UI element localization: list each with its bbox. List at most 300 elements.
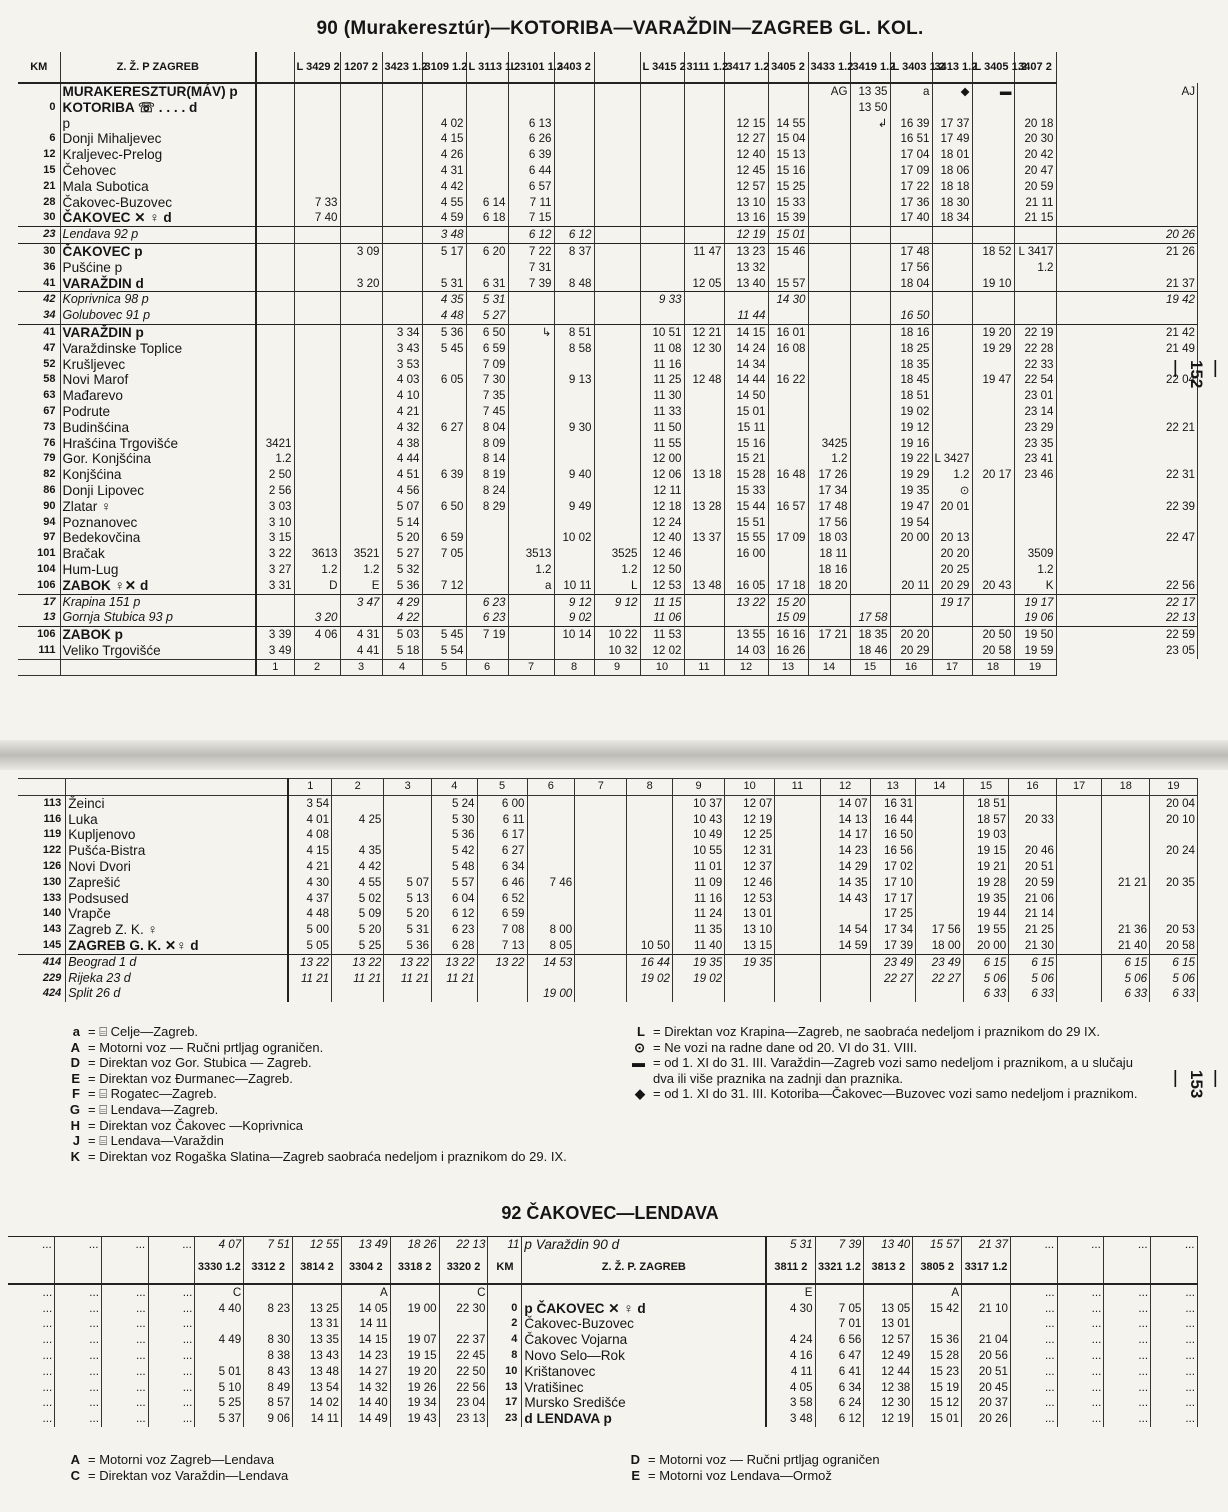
time-cell	[340, 610, 382, 626]
time-cell: 17 26	[808, 467, 850, 483]
column-number: 12	[724, 659, 768, 676]
time-cell: 1.2	[594, 562, 640, 578]
time-cell: 8 04	[466, 420, 508, 436]
time-cell: 20 26	[1056, 227, 1198, 244]
time-cell	[554, 147, 594, 163]
column-header: 3403 2	[554, 52, 594, 83]
time-cell: 14 49	[341, 1411, 390, 1427]
time-cell: 5 05	[288, 938, 331, 954]
time-cell: 13 23	[724, 243, 768, 259]
time-cell: ...	[1010, 1364, 1057, 1380]
footnote-key: ⊙	[634, 1039, 645, 1055]
station-name: Vrapče	[66, 906, 289, 922]
time-cell	[508, 483, 554, 499]
time-cell: 5 17	[422, 243, 466, 259]
time-cell	[768, 260, 808, 276]
time-cell: 17 40	[890, 210, 932, 226]
time-cell: 14 54	[820, 922, 870, 938]
column-number: 19	[1014, 659, 1056, 676]
time-cell: 14 05	[341, 1301, 390, 1317]
footnote-text: = Motorni voz — Ručni prtljag ograničen.	[88, 1039, 324, 1055]
footnotes-left	[40, 1024, 600, 1164]
time-cell: 4 22	[382, 610, 422, 626]
time-cell	[684, 627, 724, 643]
column-number: 14	[808, 659, 850, 676]
time-cell: 5 31	[466, 292, 508, 308]
column-header: 3318 2	[390, 1253, 439, 1284]
time-cell: 6 59	[466, 341, 508, 357]
time-cell: 23 04	[439, 1395, 488, 1411]
time-cell	[1056, 388, 1198, 404]
time-cell: 10 32	[594, 643, 640, 659]
time-cell	[554, 100, 594, 116]
time-cell	[972, 260, 1014, 276]
time-cell: 15 25	[768, 179, 808, 195]
time-cell: 17 09	[890, 163, 932, 179]
time-cell: 2 56	[256, 483, 294, 499]
time-cell: 12 40	[640, 530, 684, 546]
time-cell	[916, 859, 964, 875]
time-cell: ↳	[508, 324, 554, 340]
km-cell: 30	[18, 243, 60, 259]
time-cell: 11 50	[640, 420, 684, 436]
time-cell	[684, 420, 724, 436]
time-cell	[340, 357, 382, 373]
time-cell: 15 16	[768, 163, 808, 179]
time-cell: 5 06	[963, 971, 1008, 987]
time-cell	[340, 499, 382, 515]
time-cell	[466, 83, 508, 100]
time-cell: 14 24	[724, 341, 768, 357]
column-header: 3433 1.2	[808, 52, 850, 83]
time-cell: 14 30	[768, 292, 808, 308]
column-number-row	[18, 659, 1198, 676]
footnote-text: = od 1. XI do 31. III. Kotoriba—Čakovec—Buzovec vozi samo nedeljom i praznikom.	[653, 1086, 1138, 1102]
time-cell: 6 23	[432, 922, 477, 938]
time-cell: C	[195, 1284, 244, 1301]
time-cell: 19 28	[963, 875, 1008, 891]
time-cell: 3421	[256, 436, 294, 452]
time-cell	[775, 922, 820, 938]
footnote-key: L	[637, 1024, 645, 1039]
time-cell: 17 37	[932, 116, 972, 132]
time-cell: 14 59	[820, 938, 870, 954]
station-name: Koprivnica 98 p	[60, 292, 256, 308]
table-row	[18, 83, 1198, 100]
time-cell	[850, 578, 890, 594]
time-cell	[916, 843, 964, 859]
station-name: p Varaždin 90 d	[522, 1237, 766, 1253]
time-cell: 5 42	[432, 843, 477, 859]
footnote-text: = ⌸ Celje—Zagreb.	[88, 1024, 199, 1039]
time-cell: 22 33	[1014, 357, 1056, 373]
time-cell: 10 51	[640, 324, 684, 340]
time-cell: 13 22	[724, 594, 768, 610]
time-cell: 4 21	[382, 404, 422, 420]
time-cell	[554, 292, 594, 308]
time-cell: 19 47	[890, 499, 932, 515]
time-cell: 1.2	[340, 562, 382, 578]
time-cell	[962, 1284, 1011, 1301]
table-row	[18, 594, 1198, 610]
time-cell	[466, 578, 508, 594]
time-cell	[554, 195, 594, 211]
footnote	[40, 1118, 600, 1134]
time-cell: 13 43	[293, 1348, 342, 1364]
time-cell	[768, 404, 808, 420]
time-cell: 6 15	[1102, 954, 1150, 970]
column-number: 11	[684, 659, 724, 676]
time-cell	[508, 451, 554, 467]
time-cell: 6 12	[554, 227, 594, 244]
time-cell	[508, 404, 554, 420]
time-cell	[1014, 83, 1056, 100]
time-cell: 4 35	[332, 843, 384, 859]
time-cell	[340, 372, 382, 388]
time-cell	[684, 131, 724, 147]
table-90-upper	[18, 52, 1198, 676]
table-row	[18, 906, 1198, 922]
station-name: VARAŽDIN p	[60, 324, 256, 340]
time-cell: 6 28	[432, 938, 477, 954]
time-cell: 12 21	[684, 324, 724, 340]
table-row	[18, 859, 1198, 875]
time-cell: 17 09	[768, 530, 808, 546]
column-number: 18	[972, 659, 1014, 676]
time-cell	[594, 100, 640, 116]
time-cell: 12 02	[640, 643, 684, 659]
time-cell	[256, 610, 294, 626]
time-cell	[627, 795, 672, 811]
footnote-text: = od 1. XI do 31. III. Varaždin—Zagreb vozi samo nedeljom i praznikom, a u slučaju dva ili više praznika na zadnji dan praznika.	[653, 1055, 1133, 1086]
time-cell	[340, 483, 382, 499]
km-cell: 119	[18, 827, 66, 843]
time-cell: 5 14	[382, 515, 422, 531]
column-header: 3407 2	[1014, 52, 1056, 83]
time-cell	[294, 404, 340, 420]
column-header: 3813 2	[864, 1253, 913, 1284]
time-cell	[432, 986, 477, 1002]
time-cell: 16 44	[870, 812, 915, 828]
time-cell	[1150, 859, 1198, 875]
time-cell	[382, 210, 422, 226]
time-cell	[382, 131, 422, 147]
time-cell: 22 28	[1014, 341, 1056, 357]
time-cell	[768, 483, 808, 499]
time-cell	[1056, 938, 1101, 954]
time-cell	[554, 643, 594, 659]
time-cell	[684, 100, 724, 116]
time-cell	[684, 451, 724, 467]
km-cell: 133	[18, 891, 66, 907]
time-cell: 17 25	[870, 906, 915, 922]
time-cell	[256, 308, 294, 324]
time-cell: 3509	[1014, 546, 1056, 562]
time-cell: 15 42	[913, 1301, 962, 1317]
time-cell: 8 38	[244, 1348, 293, 1364]
time-cell	[554, 451, 594, 467]
time-cell	[808, 116, 850, 132]
time-cell	[575, 859, 627, 875]
time-cell: ...	[1104, 1395, 1151, 1411]
station-name: Golubovec 91 p	[60, 308, 256, 324]
time-cell	[640, 100, 684, 116]
time-cell: 12 50	[640, 562, 684, 578]
time-cell: 5 54	[422, 643, 466, 659]
time-cell	[768, 436, 808, 452]
time-cell: 20 51	[1009, 859, 1057, 875]
time-cell: 20 56	[962, 1348, 1011, 1364]
station-name: d LENDAVA p	[522, 1411, 766, 1427]
column-header	[256, 52, 294, 83]
time-cell	[890, 100, 932, 116]
time-cell: 4 06	[294, 627, 340, 643]
column-number: 17	[932, 659, 972, 676]
table-row	[8, 1411, 1198, 1427]
time-cell	[554, 210, 594, 226]
time-cell	[554, 515, 594, 531]
time-cell: L	[594, 578, 640, 594]
time-cell	[1056, 906, 1101, 922]
time-cell: 14 23	[820, 843, 870, 859]
time-cell	[684, 388, 724, 404]
time-cell	[508, 292, 554, 308]
time-cell: ...	[55, 1348, 102, 1364]
time-cell	[527, 827, 575, 843]
time-cell	[724, 83, 768, 100]
time-cell: 18 52	[972, 243, 1014, 259]
time-cell	[890, 594, 932, 610]
time-cell	[972, 195, 1014, 211]
station-name: Beograd 1 d	[66, 954, 289, 970]
table-92	[8, 1236, 1198, 1427]
time-cell	[972, 388, 1014, 404]
time-cell	[294, 388, 340, 404]
time-cell: 7 01	[815, 1316, 864, 1332]
time-cell	[1102, 812, 1150, 828]
km-cell: 67	[18, 404, 60, 420]
time-cell: 19 07	[390, 1332, 439, 1348]
time-cell: 19 42	[1056, 292, 1198, 308]
time-cell: 20 25	[932, 562, 972, 578]
time-cell	[256, 420, 294, 436]
time-cell	[508, 388, 554, 404]
time-cell: 3 43	[382, 341, 422, 357]
time-cell	[850, 372, 890, 388]
time-cell: ...	[148, 1284, 195, 1301]
time-cell: 15 16	[724, 436, 768, 452]
time-cell: 23 14	[1014, 404, 1056, 420]
table-row	[18, 546, 1198, 562]
time-cell: ...	[1151, 1395, 1198, 1411]
time-cell: 4 10	[382, 388, 422, 404]
time-cell	[808, 131, 850, 147]
time-cell: 4 11	[766, 1364, 815, 1380]
time-cell: 9 12	[594, 594, 640, 610]
time-cell: 13 25	[293, 1301, 342, 1317]
time-cell	[820, 986, 870, 1002]
time-cell: 20 59	[1014, 179, 1056, 195]
time-cell: 19 10	[972, 276, 1014, 292]
km-cell: 104	[18, 562, 60, 578]
time-cell: 6 44	[508, 163, 554, 179]
time-cell	[850, 308, 890, 324]
time-cell: 15 28	[913, 1348, 962, 1364]
column-header: Z. Ž. P ZAGREB	[60, 52, 256, 83]
time-cell	[850, 483, 890, 499]
time-cell	[916, 906, 964, 922]
time-cell: 16 16	[768, 627, 808, 643]
time-cell	[575, 875, 627, 891]
time-cell	[340, 163, 382, 179]
time-cell: 5 20	[384, 906, 432, 922]
time-cell	[508, 341, 554, 357]
time-cell: 5 36	[384, 938, 432, 954]
time-cell: ...	[1104, 1316, 1151, 1332]
time-cell	[640, 227, 684, 244]
km-cell: 0	[18, 100, 60, 116]
table-row	[18, 891, 1198, 907]
time-cell: 7 05	[422, 546, 466, 562]
time-cell: 22 13	[439, 1237, 488, 1253]
footnote	[605, 1086, 1145, 1102]
time-cell	[972, 116, 1014, 132]
column-header: 3111 1.2	[684, 52, 724, 83]
km-cell: 414	[18, 954, 66, 970]
footnote-key: F	[72, 1086, 80, 1102]
time-cell	[527, 906, 575, 922]
km-cell: 8	[488, 1348, 522, 1364]
time-cell: 6 31	[466, 276, 508, 292]
table-row	[18, 179, 1198, 195]
time-cell: 12 55	[293, 1237, 342, 1253]
time-cell	[340, 341, 382, 357]
time-cell	[294, 116, 340, 132]
time-cell: 16 26	[768, 643, 808, 659]
time-cell: 8 43	[244, 1364, 293, 1380]
time-cell: ...	[55, 1380, 102, 1396]
time-cell: 18 46	[850, 643, 890, 659]
time-cell	[466, 562, 508, 578]
km-cell: 28	[18, 195, 60, 211]
time-cell: 3 54	[288, 795, 331, 811]
time-cell	[466, 179, 508, 195]
time-cell	[1014, 292, 1056, 308]
time-cell: ...	[55, 1237, 102, 1253]
time-cell: 4 40	[195, 1301, 244, 1317]
time-cell	[972, 308, 1014, 324]
time-cell: 6 34	[815, 1380, 864, 1396]
time-cell	[932, 276, 972, 292]
time-cell: ...	[8, 1237, 55, 1253]
time-cell: 5 25	[195, 1395, 244, 1411]
time-cell: ...	[101, 1364, 148, 1380]
time-cell: 6 26	[508, 131, 554, 147]
time-cell	[575, 827, 627, 843]
time-cell	[932, 100, 972, 116]
time-cell: 18 51	[963, 795, 1008, 811]
time-cell	[808, 420, 850, 436]
time-cell	[850, 515, 890, 531]
time-cell	[640, 131, 684, 147]
time-cell	[508, 372, 554, 388]
time-cell	[294, 483, 340, 499]
time-cell	[340, 116, 382, 132]
column-number: 8	[627, 779, 672, 796]
time-cell: 16 48	[768, 467, 808, 483]
time-cell	[684, 562, 724, 578]
time-cell: ...	[55, 1411, 102, 1427]
time-cell: 18 06	[932, 163, 972, 179]
column-number: 16	[1009, 779, 1057, 796]
time-cell	[575, 971, 627, 987]
time-cell: 3 58	[766, 1395, 815, 1411]
time-cell: 4 02	[422, 116, 466, 132]
time-cell	[808, 324, 850, 340]
footnote	[605, 1040, 1145, 1056]
time-cell	[932, 308, 972, 324]
time-cell: 5 36	[432, 827, 477, 843]
time-cell: L 3417	[1014, 243, 1056, 259]
table-row	[8, 1332, 1198, 1348]
time-cell: 14 40	[341, 1395, 390, 1411]
time-cell: 19 00	[390, 1301, 439, 1317]
column-number: 15	[963, 779, 1008, 796]
station-name: Bedekovčina	[60, 530, 256, 546]
time-cell: 22 17	[1056, 594, 1198, 610]
time-cell: 4 24	[766, 1332, 815, 1348]
footnote-key: K	[70, 1148, 80, 1164]
time-cell	[195, 1316, 244, 1332]
time-cell	[725, 986, 775, 1002]
time-cell: 8 19	[466, 467, 508, 483]
time-cell	[294, 420, 340, 436]
time-cell: 9 02	[554, 610, 594, 626]
time-cell: AJ	[1056, 83, 1198, 100]
page-fold	[0, 740, 1228, 770]
time-cell	[477, 986, 527, 1002]
time-cell: 11 21	[432, 971, 477, 987]
table-row	[18, 562, 1198, 578]
time-cell	[1056, 260, 1198, 276]
time-cell	[768, 546, 808, 562]
footnotes-right	[605, 1024, 1145, 1102]
time-cell: 20 24	[1150, 843, 1198, 859]
column-number: 12	[820, 779, 870, 796]
time-cell	[684, 357, 724, 373]
time-cell	[332, 986, 384, 1002]
station-name: Čakovec-Buzovec	[60, 195, 256, 211]
time-cell: 14 55	[768, 116, 808, 132]
time-cell: 19 35	[672, 954, 724, 970]
time-cell: 12 53	[640, 578, 684, 594]
km-cell: 23	[18, 227, 60, 244]
time-cell: 18 01	[932, 147, 972, 163]
column-header: 3321 1.2	[815, 1253, 864, 1284]
time-cell: 20 50	[972, 627, 1014, 643]
time-cell: 23 46	[1014, 467, 1056, 483]
time-cell: 13 28	[684, 499, 724, 515]
time-cell	[575, 922, 627, 938]
time-cell: 18 16	[890, 324, 932, 340]
time-cell: 12 57	[724, 179, 768, 195]
column-header: 3805 2	[913, 1253, 962, 1284]
time-cell: ...	[101, 1411, 148, 1427]
time-cell: 6 33	[963, 986, 1008, 1002]
time-cell: ...	[1151, 1364, 1198, 1380]
time-cell: 13 05	[864, 1301, 913, 1317]
footnote-key: a	[72, 1024, 80, 1039]
